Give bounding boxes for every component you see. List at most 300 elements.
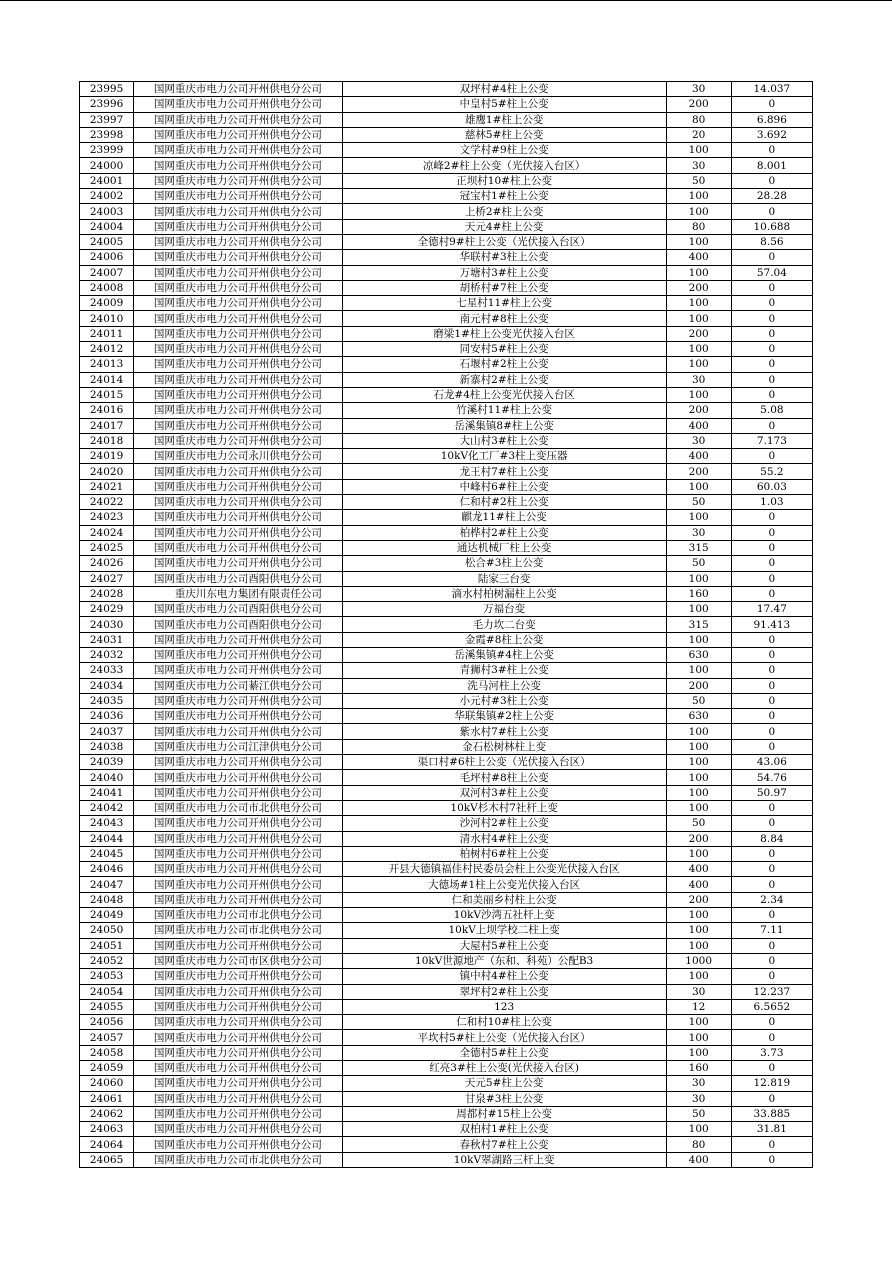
company-cell: 国网重庆市电力公司开州供电分公司 [134, 372, 343, 387]
data-table [79, 81, 813, 1168]
table-row [80, 127, 813, 142]
table-row [80, 97, 813, 112]
transformer-name-cell: 上桥2#柱上公变 [342, 204, 666, 219]
value-cell: 6.5652 [731, 999, 812, 1014]
transformer-name-cell: 中峰村6#柱上公变 [342, 479, 666, 494]
table-row [80, 663, 813, 678]
capacity-cell: 100 [666, 1015, 731, 1030]
row-id-cell: 24047 [80, 877, 134, 892]
capacity-cell: 100 [666, 1122, 731, 1137]
company-cell: 国网重庆市电力公司开州供电分公司 [134, 495, 343, 510]
value-cell: 0 [731, 1061, 812, 1076]
table-row [80, 464, 813, 479]
table-row [80, 158, 813, 173]
row-id-cell: 24043 [80, 816, 134, 831]
transformer-name-cell: 大屋村5#柱上公变 [342, 938, 666, 953]
company-cell: 国网重庆市电力公司开州供电分公司 [134, 663, 343, 678]
company-cell: 国网重庆市电力公司开州供电分公司 [134, 785, 343, 800]
capacity-cell: 200 [666, 464, 731, 479]
company-cell: 国网重庆市电力公司开州供电分公司 [134, 296, 343, 311]
transformer-name-cell: 凉峰2#柱上公变（光伏接入台区） [342, 158, 666, 173]
value-cell: 0 [731, 387, 812, 402]
capacity-cell: 100 [666, 387, 731, 402]
company-cell: 国网重庆市电力公司开州供电分公司 [134, 632, 343, 647]
table-row [80, 602, 813, 617]
row-id-cell: 24062 [80, 1106, 134, 1121]
table-row [80, 739, 813, 754]
company-cell: 国网重庆市电力公司开州供电分公司 [134, 770, 343, 785]
company-cell: 国网重庆市电力公司开州供电分公司 [134, 418, 343, 433]
company-cell: 国网重庆市电力公司开州供电分公司 [134, 97, 343, 112]
capacity-cell: 200 [666, 678, 731, 693]
row-id-cell: 23998 [80, 127, 134, 142]
table-row [80, 724, 813, 739]
row-id-cell: 24039 [80, 755, 134, 770]
table-row [80, 586, 813, 601]
row-id-cell: 24023 [80, 510, 134, 525]
transformer-name-cell: 七星村11#柱上公变 [342, 296, 666, 311]
transformer-name-cell: 渠口村#6柱上公变（光伏接入台区） [342, 755, 666, 770]
value-cell: 10.688 [731, 219, 812, 234]
value-cell: 0 [731, 846, 812, 861]
table-row [80, 770, 813, 785]
value-cell: 43.06 [731, 755, 812, 770]
row-id-cell: 24056 [80, 1015, 134, 1030]
value-cell: 91.413 [731, 617, 812, 632]
value-cell: 0 [731, 372, 812, 387]
company-cell: 国网重庆市电力公司开州供电分公司 [134, 464, 343, 479]
company-cell: 国网重庆市电力公司开州供电分公司 [134, 525, 343, 540]
capacity-cell: 100 [666, 265, 731, 280]
row-id-cell: 24051 [80, 938, 134, 953]
row-id-cell: 24031 [80, 632, 134, 647]
capacity-cell: 100 [666, 785, 731, 800]
row-id-cell: 24059 [80, 1061, 134, 1076]
transformer-name-cell: 慈林5#柱上公变 [342, 127, 666, 142]
capacity-cell: 200 [666, 831, 731, 846]
value-cell: 0 [731, 678, 812, 693]
company-cell: 国网重庆市电力公司市北供电分公司 [134, 923, 343, 938]
value-cell: 0 [731, 540, 812, 555]
table-row [80, 999, 813, 1014]
transformer-name-cell: 大德场#1柱上公变光伏接入台区 [342, 877, 666, 892]
capacity-cell: 50 [666, 495, 731, 510]
row-id-cell: 24003 [80, 204, 134, 219]
table-row [80, 785, 813, 800]
capacity-cell: 100 [666, 770, 731, 785]
transformer-name-cell: 华联村#3柱上公变 [342, 250, 666, 265]
transformer-name-cell: 10kV杉木村7社杆上变 [342, 800, 666, 815]
capacity-cell: 80 [666, 219, 731, 234]
row-id-cell: 24021 [80, 479, 134, 494]
company-cell: 国网重庆市电力公司市北供电分公司 [134, 800, 343, 815]
transformer-name-cell: 红亮3#柱上公变(光伏接入台区) [342, 1061, 666, 1076]
row-id-cell: 24009 [80, 296, 134, 311]
page-top-border [0, 0, 892, 1]
table-row [80, 984, 813, 999]
transformer-name-cell: 柏桦村2#柱上公变 [342, 525, 666, 540]
table-row [80, 1152, 813, 1167]
capacity-cell: 400 [666, 877, 731, 892]
company-cell: 国网重庆市电力公司开州供电分公司 [134, 724, 343, 739]
value-cell: 31.81 [731, 1122, 812, 1137]
row-id-cell: 24018 [80, 433, 134, 448]
capacity-cell: 100 [666, 846, 731, 861]
value-cell: 8.56 [731, 234, 812, 249]
capacity-cell: 100 [666, 510, 731, 525]
table-row [80, 892, 813, 907]
value-cell: 0 [731, 311, 812, 326]
table-row [80, 372, 813, 387]
row-id-cell: 24058 [80, 1045, 134, 1060]
table-row [80, 495, 813, 510]
company-cell: 国网重庆市电力公司酉阳供电分公司 [134, 602, 343, 617]
company-cell: 国网重庆市电力公司开州供电分公司 [134, 877, 343, 892]
row-id-cell: 23997 [80, 112, 134, 127]
table-row [80, 1137, 813, 1152]
company-cell: 国网重庆市电力公司开州供电分公司 [134, 1091, 343, 1106]
capacity-cell: 100 [666, 357, 731, 372]
value-cell: 1.03 [731, 495, 812, 510]
row-id-cell: 24024 [80, 525, 134, 540]
row-id-cell: 24049 [80, 908, 134, 923]
table-row [80, 1076, 813, 1091]
value-cell: 28.28 [731, 189, 812, 204]
row-id-cell: 24027 [80, 571, 134, 586]
row-id-cell: 24035 [80, 693, 134, 708]
value-cell: 0 [731, 877, 812, 892]
company-cell: 国网重庆市电力公司开州供电分公司 [134, 479, 343, 494]
company-cell: 国网重庆市电力公司开州供电分公司 [134, 82, 343, 97]
capacity-cell: 100 [666, 938, 731, 953]
table-row [80, 143, 813, 158]
value-cell: 0 [731, 908, 812, 923]
table-row [80, 189, 813, 204]
company-cell: 国网重庆市电力公司开州供电分公司 [134, 831, 343, 846]
transformer-name-cell: 天元5#柱上公变 [342, 1076, 666, 1091]
table-row [80, 632, 813, 647]
transformer-name-cell: 通达机械厂柱上公变 [342, 540, 666, 555]
company-cell: 国网重庆市电力公司綦江供电分公司 [134, 678, 343, 693]
transformer-name-cell: 正坝村10#柱上公变 [342, 173, 666, 188]
value-cell: 12.819 [731, 1076, 812, 1091]
value-cell: 0 [731, 204, 812, 219]
table-row [80, 1045, 813, 1060]
capacity-cell: 160 [666, 1061, 731, 1076]
row-id-cell: 24040 [80, 770, 134, 785]
row-id-cell: 24000 [80, 158, 134, 173]
value-cell: 5.08 [731, 403, 812, 418]
company-cell: 国网重庆市电力公司开州供电分公司 [134, 510, 343, 525]
row-id-cell: 24026 [80, 556, 134, 571]
value-cell: 7.11 [731, 923, 812, 938]
company-cell: 国网重庆市电力公司开州供电分公司 [134, 999, 343, 1014]
value-cell: 0 [731, 449, 812, 464]
company-cell: 国网重庆市电力公司永川供电分公司 [134, 449, 343, 464]
transformer-name-cell: 仁和村#2柱上公变 [342, 495, 666, 510]
row-id-cell: 24008 [80, 280, 134, 295]
company-cell: 国网重庆市电力公司开州供电分公司 [134, 540, 343, 555]
company-cell: 国网重庆市电力公司开州供电分公司 [134, 846, 343, 861]
capacity-cell: 315 [666, 617, 731, 632]
transformer-name-cell: 华联集镇#2柱上公变 [342, 709, 666, 724]
row-id-cell: 24019 [80, 449, 134, 464]
table-row [80, 112, 813, 127]
transformer-name-cell: 中皇村5#柱上公变 [342, 97, 666, 112]
row-id-cell: 24038 [80, 739, 134, 754]
capacity-cell: 100 [666, 755, 731, 770]
transformer-name-cell: 全德村5#柱上公变 [342, 1045, 666, 1060]
company-cell: 重庆川东电力集团有限责任公司 [134, 586, 343, 601]
table-row [80, 755, 813, 770]
capacity-cell: 30 [666, 984, 731, 999]
table-row [80, 846, 813, 861]
transformer-name-cell: 胡桥村#7柱上公变 [342, 280, 666, 295]
row-id-cell: 24041 [80, 785, 134, 800]
capacity-cell: 100 [666, 571, 731, 586]
company-cell: 国网重庆市电力公司开州供电分公司 [134, 1061, 343, 1076]
table-row [80, 877, 813, 892]
row-id-cell: 24061 [80, 1091, 134, 1106]
table-row [80, 953, 813, 968]
company-cell: 国网重庆市电力公司开州供电分公司 [134, 433, 343, 448]
table-row [80, 525, 813, 540]
company-cell: 国网重庆市电力公司开州供电分公司 [134, 219, 343, 234]
table-row [80, 479, 813, 494]
row-id-cell: 24033 [80, 663, 134, 678]
company-cell: 国网重庆市电力公司开州供电分公司 [134, 326, 343, 341]
company-cell: 国网重庆市电力公司开州供电分公司 [134, 189, 343, 204]
table-row [80, 280, 813, 295]
value-cell: 50.97 [731, 785, 812, 800]
transformer-name-cell: 岳溪集镇8#柱上公变 [342, 418, 666, 433]
value-cell: 0 [731, 953, 812, 968]
value-cell: 0 [731, 510, 812, 525]
company-cell: 国网重庆市电力公司开州供电分公司 [134, 1015, 343, 1030]
row-id-cell: 24002 [80, 189, 134, 204]
row-id-cell: 24036 [80, 709, 134, 724]
company-cell: 国网重庆市电力公司开州供电分公司 [134, 862, 343, 877]
row-id-cell: 24063 [80, 1122, 134, 1137]
transformer-name-cell: 甘泉#3柱上公变 [342, 1091, 666, 1106]
value-cell: 0 [731, 556, 812, 571]
value-cell: 0 [731, 143, 812, 158]
transformer-name-cell: 双柏村1#柱上公变 [342, 1122, 666, 1137]
transformer-name-cell: 磨梁1#柱上公变光伏接入台区 [342, 326, 666, 341]
transformer-name-cell: 双坪村#4柱上公变 [342, 82, 666, 97]
transformer-name-cell: 镇中村4#柱上公变 [342, 969, 666, 984]
transformer-name-cell: 文学村#9柱上公变 [342, 143, 666, 158]
capacity-cell: 100 [666, 189, 731, 204]
value-cell: 2.34 [731, 892, 812, 907]
table-row [80, 433, 813, 448]
capacity-cell: 160 [666, 586, 731, 601]
company-cell: 国网重庆市电力公司酉阳供电分公司 [134, 617, 343, 632]
value-cell: 0 [731, 173, 812, 188]
transformer-name-cell: 松合#3柱上公变 [342, 556, 666, 571]
company-cell: 国网重庆市电力公司开州供电分公司 [134, 250, 343, 265]
capacity-cell: 400 [666, 418, 731, 433]
company-cell: 国网重庆市电力公司开州供电分公司 [134, 387, 343, 402]
capacity-cell: 100 [666, 342, 731, 357]
value-cell: 17.47 [731, 602, 812, 617]
transformer-name-cell: 123 [342, 999, 666, 1014]
row-id-cell: 24011 [80, 326, 134, 341]
row-id-cell: 24055 [80, 999, 134, 1014]
transformer-name-cell: 石堰村#2柱上公变 [342, 357, 666, 372]
capacity-cell: 400 [666, 250, 731, 265]
table-row [80, 449, 813, 464]
capacity-cell: 100 [666, 311, 731, 326]
value-cell: 55.2 [731, 464, 812, 479]
transformer-name-cell: 沙河村2#柱上公变 [342, 816, 666, 831]
value-cell: 0 [731, 326, 812, 341]
table-row [80, 219, 813, 234]
value-cell: 0 [731, 525, 812, 540]
company-cell: 国网重庆市电力公司开州供电分公司 [134, 265, 343, 280]
row-id-cell: 24060 [80, 1076, 134, 1091]
value-cell: 0 [731, 816, 812, 831]
row-id-cell: 24044 [80, 831, 134, 846]
row-id-cell: 24005 [80, 234, 134, 249]
value-cell: 0 [731, 1015, 812, 1030]
transformer-name-cell: 新寨村2#柱上公变 [342, 372, 666, 387]
row-id-cell: 24025 [80, 540, 134, 555]
table-body [80, 82, 813, 1168]
table-row [80, 923, 813, 938]
table-row [80, 510, 813, 525]
capacity-cell: 100 [666, 739, 731, 754]
table-row [80, 908, 813, 923]
company-cell: 国网重庆市电力公司开州供电分公司 [134, 709, 343, 724]
transformer-name-cell: 10kV化工厂#3柱上变压器 [342, 449, 666, 464]
row-id-cell: 24042 [80, 800, 134, 815]
value-cell: 57.04 [731, 265, 812, 280]
capacity-cell: 80 [666, 1137, 731, 1152]
company-cell: 国网重庆市电力公司开州供电分公司 [134, 969, 343, 984]
capacity-cell: 50 [666, 816, 731, 831]
capacity-cell: 30 [666, 1091, 731, 1106]
transformer-name-cell: 南元村#8柱上公变 [342, 311, 666, 326]
table-row [80, 82, 813, 97]
capacity-cell: 630 [666, 709, 731, 724]
value-cell: 0 [731, 938, 812, 953]
row-id-cell: 24064 [80, 1137, 134, 1152]
table-row [80, 1122, 813, 1137]
transformer-name-cell: 柏树村6#柱上公变 [342, 846, 666, 861]
row-id-cell: 24037 [80, 724, 134, 739]
company-cell: 国网重庆市电力公司市北供电分公司 [134, 908, 343, 923]
table-row [80, 1015, 813, 1030]
row-id-cell: 24006 [80, 250, 134, 265]
row-id-cell: 24001 [80, 173, 134, 188]
capacity-cell: 30 [666, 1076, 731, 1091]
transformer-name-cell: 万塘村3#柱上公变 [342, 265, 666, 280]
table-row [80, 693, 813, 708]
capacity-cell: 100 [666, 143, 731, 158]
value-cell: 0 [731, 296, 812, 311]
transformer-name-cell: 双河村3#柱上公变 [342, 785, 666, 800]
table-row [80, 311, 813, 326]
capacity-cell: 200 [666, 97, 731, 112]
value-cell: 0 [731, 862, 812, 877]
row-id-cell: 24014 [80, 372, 134, 387]
table-row [80, 250, 813, 265]
capacity-cell: 100 [666, 923, 731, 938]
table-row [80, 969, 813, 984]
transformer-name-cell: 10kV上坝学校二柱上变 [342, 923, 666, 938]
row-id-cell: 24057 [80, 1030, 134, 1045]
value-cell: 0 [731, 739, 812, 754]
capacity-cell: 30 [666, 82, 731, 97]
value-cell: 54.76 [731, 770, 812, 785]
transformer-name-cell: 龙王村7#柱上公变 [342, 464, 666, 479]
row-id-cell: 24053 [80, 969, 134, 984]
transformer-name-cell: 周都村#15柱上公变 [342, 1106, 666, 1121]
transformer-name-cell: 仁和美丽乡村柱上公变 [342, 892, 666, 907]
value-cell: 0 [731, 586, 812, 601]
capacity-cell: 630 [666, 647, 731, 662]
company-cell: 国网重庆市电力公司开州供电分公司 [134, 204, 343, 219]
company-cell: 国网重庆市电力公司开州供电分公司 [134, 693, 343, 708]
value-cell: 3.692 [731, 127, 812, 142]
transformer-name-cell: 翠坪村2#柱上公变 [342, 984, 666, 999]
value-cell: 0 [731, 280, 812, 295]
value-cell: 0 [731, 418, 812, 433]
capacity-cell: 100 [666, 602, 731, 617]
row-id-cell: 24030 [80, 617, 134, 632]
value-cell: 0 [731, 1030, 812, 1045]
company-cell: 国网重庆市电力公司开州供电分公司 [134, 1076, 343, 1091]
value-cell: 60.03 [731, 479, 812, 494]
table-row [80, 617, 813, 632]
capacity-cell: 100 [666, 663, 731, 678]
transformer-name-cell: 洗马河柱上公变 [342, 678, 666, 693]
capacity-cell: 50 [666, 173, 731, 188]
capacity-cell: 50 [666, 1106, 731, 1121]
company-cell: 国网重庆市电力公司开州供电分公司 [134, 234, 343, 249]
company-cell: 国网重庆市电力公司开州供电分公司 [134, 311, 343, 326]
capacity-cell: 50 [666, 556, 731, 571]
company-cell: 国网重庆市电力公司开州供电分公司 [134, 984, 343, 999]
value-cell: 0 [731, 357, 812, 372]
table-row [80, 173, 813, 188]
company-cell: 国网重庆市电力公司市北供电分公司 [134, 1152, 343, 1167]
transformer-name-cell: 岳溪集镇#4柱上公变 [342, 647, 666, 662]
value-cell: 0 [731, 709, 812, 724]
transformer-name-cell: 大山村3#柱上公变 [342, 433, 666, 448]
row-id-cell: 23995 [80, 82, 134, 97]
company-cell: 国网重庆市电力公司开州供电分公司 [134, 1030, 343, 1045]
capacity-cell: 200 [666, 326, 731, 341]
table-row [80, 1091, 813, 1106]
value-cell: 0 [731, 693, 812, 708]
value-cell: 0 [731, 1091, 812, 1106]
value-cell: 0 [731, 97, 812, 112]
capacity-cell: 100 [666, 234, 731, 249]
company-cell: 国网重庆市电力公司开州供电分公司 [134, 1122, 343, 1137]
company-cell: 国网重庆市电力公司开州供电分公司 [134, 143, 343, 158]
capacity-cell: 100 [666, 479, 731, 494]
transformer-name-cell: 金霞#8柱上公变 [342, 632, 666, 647]
company-cell: 国网重庆市电力公司开州供电分公司 [134, 755, 343, 770]
company-cell: 国网重庆市电力公司开州供电分公司 [134, 112, 343, 127]
row-id-cell: 24052 [80, 953, 134, 968]
transformer-name-cell: 同安村5#柱上公变 [342, 342, 666, 357]
transformer-name-cell: 万福台变 [342, 602, 666, 617]
capacity-cell: 100 [666, 908, 731, 923]
value-cell: 6.896 [731, 112, 812, 127]
